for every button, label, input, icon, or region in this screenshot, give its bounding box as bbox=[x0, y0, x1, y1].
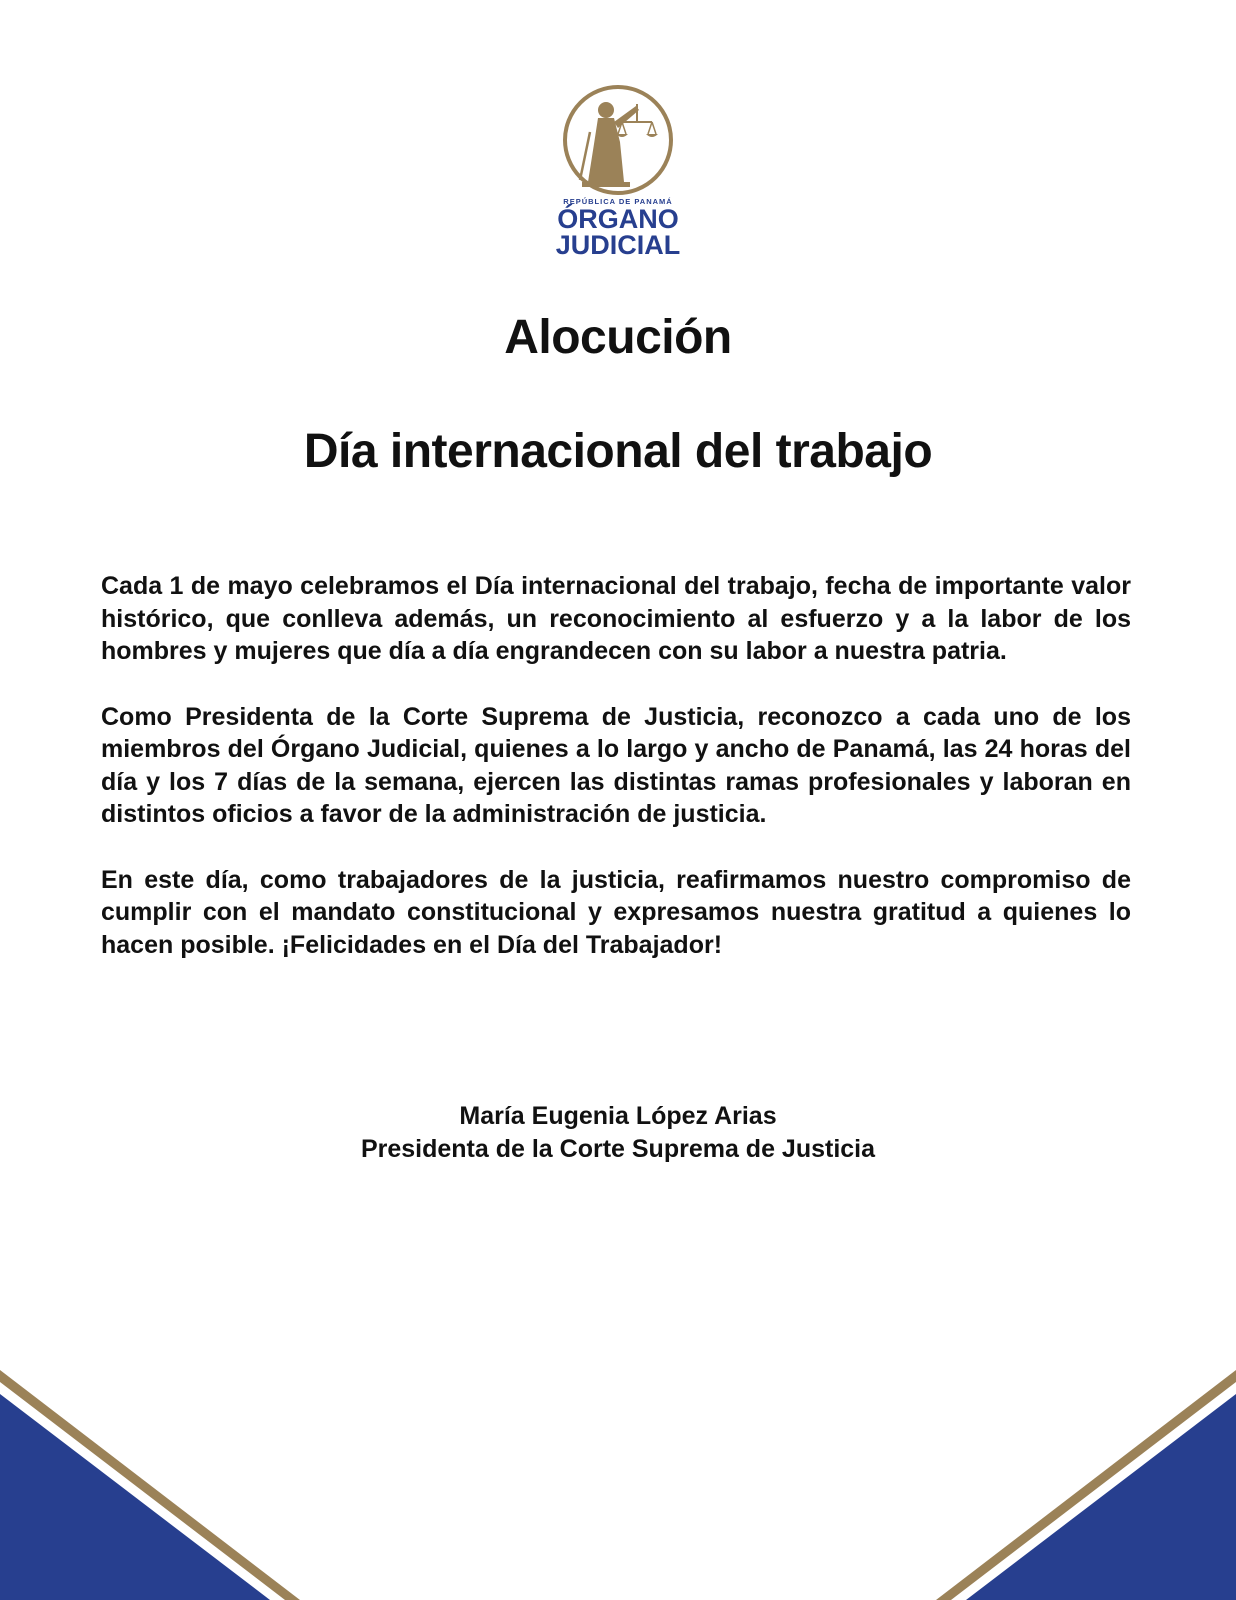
logo-caption: REPÚBLICA DE PANAMÁ bbox=[563, 197, 673, 206]
document-subtitle: Día internacional del trabajo bbox=[303, 425, 933, 478]
paragraph: Cada 1 de mayo celebramos el Día internacional del trabajo, fecha de importante valor histórico, que conlleva además, un reconocimiento al esfuerzo y a la labor de los hombres y mujeres que día a día engrandecen con su labor a nuestra patria. bbox=[101, 572, 1131, 665]
logo-line-1: ÓRGANO bbox=[557, 204, 679, 234]
logo-line-2: JUDICIAL bbox=[555, 230, 681, 260]
corner-decoration-left bbox=[0, 1370, 300, 1600]
signatory-name: María Eugenia López Arias bbox=[459, 1102, 777, 1130]
paragraph: En este día, como trabajadores de la justicia, reafirmamos nuestro compromiso de cumplir con el mandato constitucional y expresamos nuestra gratitud a quienes lo hacen posible. ¡Felicidades en el Día del Trabajador! bbox=[101, 865, 1131, 959]
corner-decoration-right bbox=[936, 1370, 1236, 1600]
signature-block bbox=[0, 1100, 1236, 1166]
document-title: Alocución bbox=[504, 311, 732, 364]
signatory-role: Presidenta de la Corte Suprema de Justicia bbox=[360, 1135, 876, 1163]
organo-judicial-logo bbox=[540, 82, 696, 262]
paragraph: Como Presidenta de la Corte Suprema de Justicia, reconozco a cada uno de los miembros del Órgano Judicial, quienes a lo largo y ancho de Panamá, las 24 horas del día y los 7 días de la semana, ejercen las distintas ramas profesionales y laboran en distintos oficios a favor de la administración de justicia. bbox=[101, 702, 1131, 828]
document-body bbox=[101, 570, 1131, 994]
lady-justice-emblem-icon bbox=[540, 82, 696, 262]
